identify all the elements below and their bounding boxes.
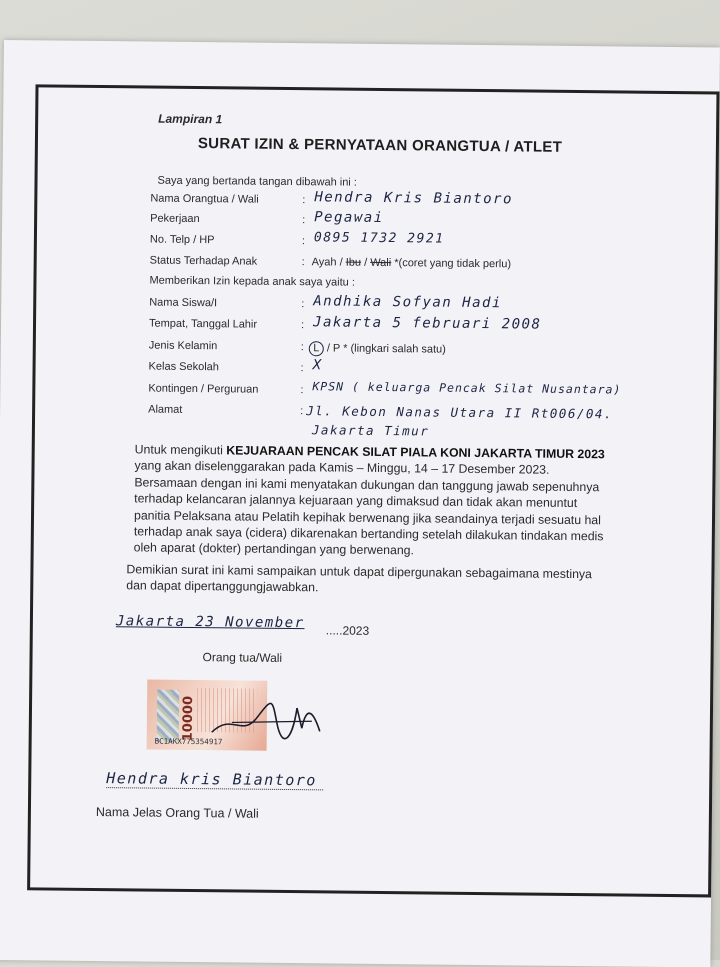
birth-value: Jakarta 5 februari 2008 xyxy=(312,314,542,333)
gender-rest: / P * (lingkari salah satu) xyxy=(326,342,446,356)
address-line-1: Jl. Kebon Nanas Utara II Rt006/04. xyxy=(306,403,614,422)
colon: : xyxy=(302,194,306,207)
permission-line: Memberikan Izin kepada anak saya yaitu : xyxy=(149,274,355,289)
closing-line: Demikian surat ini kami sampaikan untuk dapat dipergunakan sebagaimana mestinya xyxy=(126,562,593,582)
body-line: terhadap anak saya (cidera) dikarenakan bertanding setelah dilakukan tindakan medis xyxy=(133,524,604,544)
colon: : xyxy=(300,384,304,397)
class-value: X xyxy=(312,357,323,374)
colon: : xyxy=(300,341,304,354)
status-guardian-struck: Wali xyxy=(370,256,392,270)
document-title: SURAT IZIN & PERNYATAAN ORANGTUA / ATLET xyxy=(197,135,563,156)
colon: : xyxy=(300,405,304,418)
event-name: KEJUARAAN PENCAK SILAT PIALA KONI JAKARTA TIMUR 2023 xyxy=(226,443,605,462)
colon: : xyxy=(302,214,306,227)
stamp-serial: BC1AKX775354917 xyxy=(154,736,223,747)
status-mother-struck: Ibu xyxy=(345,256,362,269)
contingent-value: KPSN ( keluarga Pencak Silat Nusantara) xyxy=(312,379,622,397)
stamp-value: 10000 xyxy=(180,695,197,742)
colon: : xyxy=(300,319,305,332)
birth-label: Tempat, Tanggal Lahir xyxy=(148,317,258,331)
address-label: Alamat xyxy=(148,403,183,416)
place-date-year: .....2023 xyxy=(325,623,370,638)
occupation-value: Pegawai xyxy=(314,209,384,226)
body-lead: Untuk mengikuti xyxy=(134,442,223,458)
body-line: oleh aparat (dokter) pertandingan yang berwenang. xyxy=(133,540,415,558)
place-date-handwritten: Jakarta 23 November xyxy=(115,613,305,632)
gender-label: Jenis Kelamin xyxy=(148,339,218,353)
hologram-strip xyxy=(157,690,180,742)
signer-name: Hendra kris Biantoro xyxy=(106,769,323,790)
status-options xyxy=(312,256,511,270)
occupation-label: Pekerjaan xyxy=(150,212,200,226)
parent-name-value: Hendra Kris Biantoro xyxy=(314,189,514,208)
body-line: yang akan diselenggarakan pada Kamis – Minggu, 14 – 17 Desember 2023. xyxy=(134,458,550,478)
signature-scribble xyxy=(202,682,333,753)
colon: : xyxy=(301,256,305,269)
status-slash: / xyxy=(364,256,368,269)
gender-selected-circle: L xyxy=(309,341,324,356)
address-line-2: Jakarta Timur xyxy=(311,422,430,439)
signer-role: Orang tua/Wali xyxy=(202,650,283,665)
contingent-label: Kontingen / Perguruan xyxy=(148,382,259,396)
class-label: Kelas Sekolah xyxy=(148,360,219,374)
phone-value: 0895 1732 2921 xyxy=(313,230,445,247)
closing-paragraph xyxy=(126,561,686,600)
intro-text: Saya yang bertanda tangan dibawah ini : xyxy=(157,174,357,189)
student-name-value: Andhika Sofyan Hadi xyxy=(313,293,503,312)
body-line: terhadap kelancaran jalannya kejuaraan yang dimaksud dan tidak akan menuntut xyxy=(134,491,578,511)
signer-caption: Nama Jelas Orang Tua / Wali xyxy=(95,805,259,821)
body-line: Bersamaan dengan ini kami menyatakan dukungan dan tanggung jawab sepenuhnya xyxy=(134,475,600,495)
colon: : xyxy=(301,235,306,248)
phone-label: No. Telp / HP xyxy=(149,233,215,247)
status-label: Status Terhadap Anak xyxy=(149,254,258,268)
colon: : xyxy=(301,298,305,311)
attachment-label: Lampiran 1 xyxy=(158,111,223,127)
gender-options xyxy=(309,341,446,357)
body-paragraph xyxy=(134,441,695,562)
document-sheet xyxy=(0,40,720,967)
body-line: panitia Pelaksana atau Pelatih kepihak berwenang jika seandainya terjadi sesuatu hal xyxy=(133,508,602,527)
status-note: *(coret yang tidak perlu) xyxy=(394,257,512,271)
colon: : xyxy=(300,362,304,375)
status-father: Ayah / xyxy=(311,256,343,269)
parent-name-label: Nama Orangtua / Wali xyxy=(150,192,259,206)
student-name-label: Nama Siswa/I xyxy=(149,296,218,310)
closing-line: dan dapat dipertanggungjawabkan. xyxy=(126,578,319,595)
